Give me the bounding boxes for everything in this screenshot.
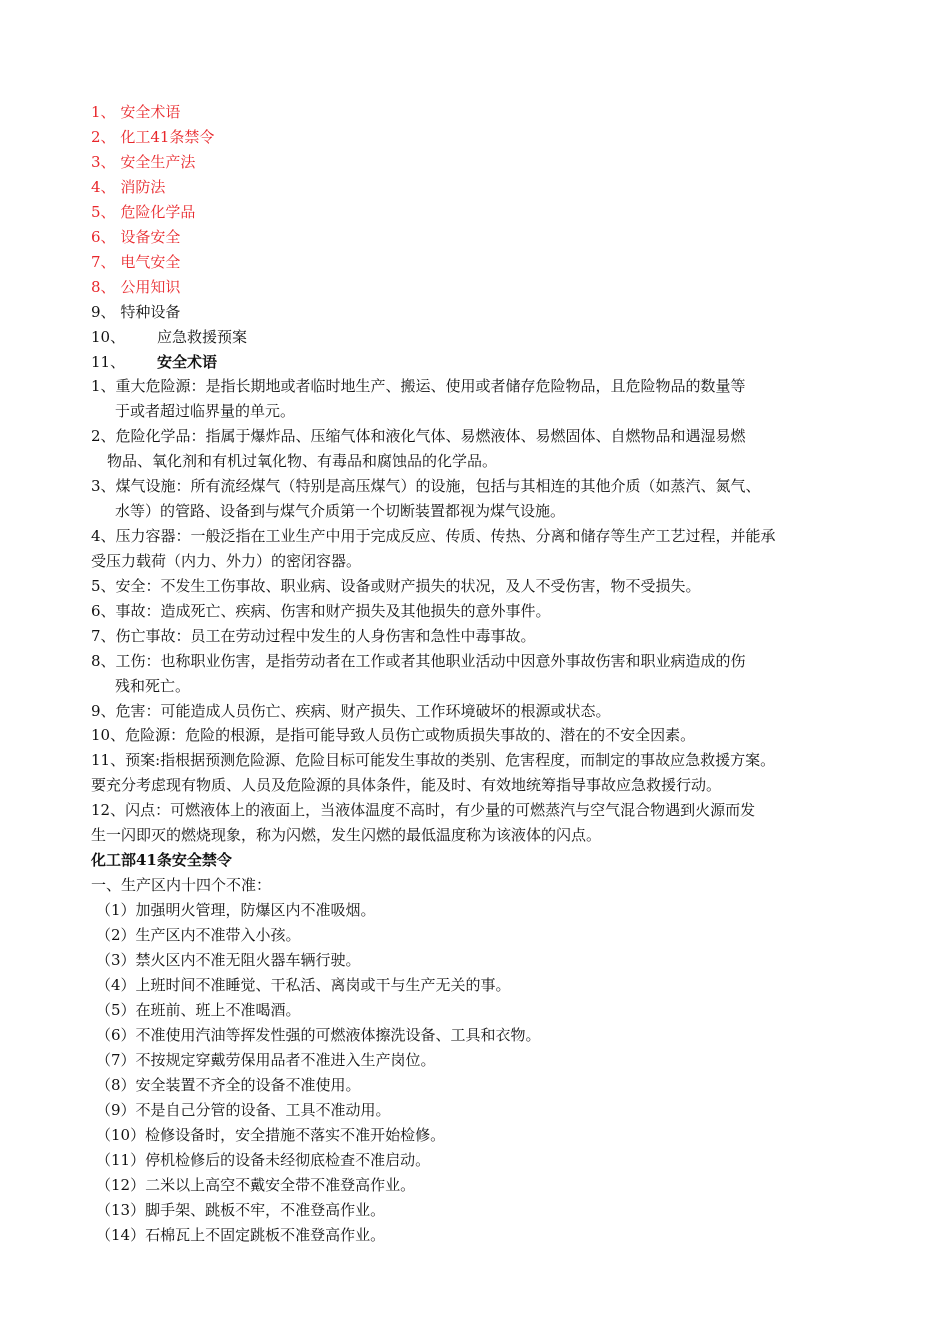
- rule-item: （11）停机检修后的设备未经彻底检查不准启动。: [96, 1151, 431, 1169]
- rule-item: （13）脚手架、跳板不牢，不准登高作业。: [96, 1201, 386, 1219]
- toc-item: 8、 公用知识: [91, 278, 181, 296]
- rule-item: （10）检修设备时，安全措施不落实不准开始检修。: [96, 1126, 446, 1144]
- term-line: 水等）的管路、设备到与煤气介质第一个切断装置都视为煤气设施。: [115, 502, 566, 520]
- toc-item: 3、 安全生产法: [91, 153, 196, 171]
- toc-item: 4、 消防法: [91, 178, 166, 196]
- rule-item: （7）不按规定穿戴劳保用品者不准进入生产岗位。: [96, 1051, 436, 1069]
- rule-item: （14）石棉瓦上不固定跳板不准登高作业。: [96, 1226, 386, 1244]
- toc-item: 9、 特种设备: [91, 303, 181, 321]
- term-line: 4、压力容器：一般泛指在工业生产中用于完成反应、传质、传热、分离和储存等生产工艺过程，并能承: [91, 527, 776, 545]
- toc-item: 6、 设备安全: [91, 228, 181, 246]
- subsection-title: 一、生产区内十四个不准：: [91, 876, 272, 894]
- term-line: 残和死亡。: [115, 677, 191, 695]
- term-line: 9、危害：可能造成人员伤亡、疾病、财产损失、工作环境破坏的根源或状态。: [91, 702, 611, 720]
- section-title: 化工部41条安全禁令: [91, 851, 232, 869]
- term-line: 6、事故：造成死亡、疾病、伤害和财产损失及其他损失的意外事件。: [91, 602, 551, 620]
- term-line: 10、危险源：危险的根源，是指可能导致人员伤亡或物质损失事故的、潜在的不安全因素。: [91, 726, 696, 744]
- term-line: 2、危险化学品：指属于爆炸品、压缩气体和液化气体、易燃液体、易燃固体、自燃物品和遇湿易燃: [91, 427, 746, 445]
- term-line: 12、闪点：可燃液体上的液面上，当液体温度不高时，有少量的可燃蒸汽与空气混合物遇到火源而发: [91, 801, 756, 819]
- term-line: 3、煤气设施：所有流经煤气（特别是高压煤气）的设施，包括与其相连的其他介质（如蒸汽、氮气、: [91, 477, 761, 495]
- rule-item: （8）安全装置不齐全的设备不准使用。: [96, 1076, 361, 1094]
- rule-item: （1）加强明火管理，防爆区内不准吸烟。: [96, 901, 376, 919]
- toc-item: 7、 电气安全: [91, 253, 181, 271]
- rule-item: （5）在班前、班上不准喝酒。: [96, 1001, 301, 1019]
- rule-item: （2）生产区内不准带入小孩。: [96, 926, 301, 944]
- rule-item: （12）二米以上高空不戴安全带不准登高作业。: [96, 1176, 416, 1194]
- term-line: 1、重大危险源：是指长期地或者临时地生产、搬运、使用或者储存危险物品，且危险物品的数量等: [91, 377, 746, 395]
- toc-item: 2、 化工41条禁令: [91, 128, 215, 146]
- toc-item: 5、 危险化学品: [91, 203, 196, 221]
- term-line: 于或者超过临界量的单元。: [115, 402, 296, 420]
- toc-item: 11、 安全术语: [91, 353, 218, 371]
- term-line: 7、伤亡事故：员工在劳动过程中发生的人身伤害和急性中毒事故。: [91, 627, 536, 645]
- rule-item: （3）禁火区内不准无阻火器车辆行驶。: [96, 951, 361, 969]
- toc-item: 10、 应急救援预案: [91, 328, 248, 346]
- toc-item: 1、 安全术语: [91, 103, 181, 121]
- rule-item: （6）不准使用汽油等挥发性强的可燃液体擦洗设备、工具和衣物。: [96, 1026, 541, 1044]
- term-line: 物品、氧化剂和有机过氧化物、有毒品和腐蚀品的化学品。: [107, 452, 498, 470]
- term-line: 受压力载荷（内力、外力）的密闭容器。: [91, 552, 362, 570]
- term-line: 11、预案:指根据预测危险源、危险目标可能发生事故的类别、危害程度，而制定的事故应急救援方案。: [91, 751, 776, 769]
- term-line: 要充分考虑现有物质、人员及危险源的具体条件，能及时、有效地统筹指导事故应急救援行动。: [91, 776, 722, 794]
- term-line: 生一闪即灭的燃烧现象，称为闪燃，发生闪燃的最低温度称为该液体的闪点。: [91, 826, 602, 844]
- rule-item: （9）不是自己分管的设备、工具不准动用。: [96, 1101, 391, 1119]
- term-line: 8、工伤：也称职业伤害，是指劳动者在工作或者其他职业活动中因意外事故伤害和职业病造成的伤: [91, 652, 746, 670]
- rule-item: （4）上班时间不准睡觉、干私活、离岗或干与生产无关的事。: [96, 976, 511, 994]
- term-line: 5、安全：不发生工伤事故、职业病、设备或财产损失的状况，及人不受伤害，物不受损失。: [91, 577, 701, 595]
